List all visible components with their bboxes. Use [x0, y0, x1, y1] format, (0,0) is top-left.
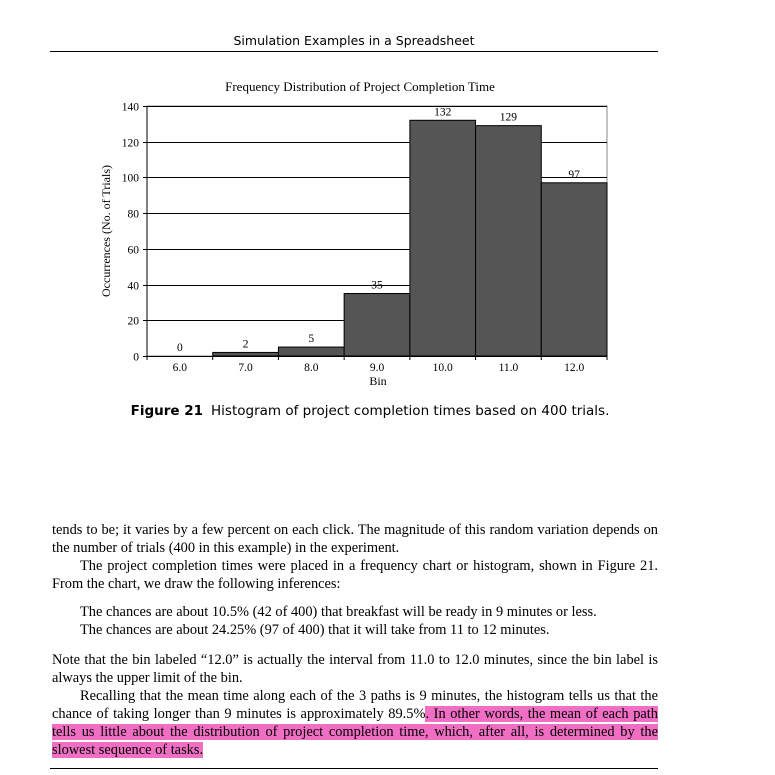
paragraph-continuation: tends to be; it varies by a few percent on each click. The magnitude of this random variation depends on the number of trials (400 in this example) in the experiment.	[52, 522, 658, 556]
figure-number: Figure 21	[130, 403, 204, 419]
figure-caption-text: Histogram of project completion times based on 400 trials.	[211, 403, 610, 419]
x-axis-label: Bin	[369, 374, 387, 388]
data-label: 2	[242, 338, 249, 351]
paragraph-bin-note: Note that the bin labeled “12.0” is actually the interval from 11.0 to 12.0 minutes, since the bin label is always the upper limit of the bin.	[52, 652, 658, 686]
footer-rule	[50, 768, 658, 769]
data-label: 132	[434, 106, 452, 119]
inference-item-1: The chances are about 10.5% (42 of 400) that breakfast will be ready in 9 minutes or less.	[80, 604, 597, 620]
inference-list	[52, 603, 658, 639]
y-tick-label: 80	[127, 208, 139, 221]
x-tick-label: 8.0	[304, 362, 319, 374]
body-text-block-2	[52, 651, 658, 759]
bar	[213, 352, 279, 356]
inference-item-2: The chances are about 24.25% (97 of 400) that it will take from 11 to 12 minutes.	[80, 622, 550, 638]
running-head: Simulation Examples in a Spreadsheet	[233, 33, 475, 48]
bar	[476, 126, 542, 356]
highlighted-text: . In other words, the mean of each path tells us little about the distribution of project completion time, which, after all, is determined by the slowest sequence of tasks.	[52, 706, 659, 758]
y-tick-label: 20	[127, 315, 139, 328]
bar	[410, 120, 476, 356]
data-label: 0	[176, 342, 183, 354]
paragraph-histogram: The project completion times were placed in a frequency chart or histogram, shown in Figure 21. From the chart, we draw the following inferences:	[52, 558, 658, 592]
x-tick-label: 12.0	[564, 362, 585, 374]
body-text-block-1	[52, 521, 658, 593]
x-tick-label: 9.0	[369, 362, 385, 374]
x-tick-label: 10.0	[432, 362, 453, 374]
y-axis-label: Occurrences (No. of Trials)	[99, 165, 113, 297]
bar	[541, 183, 607, 356]
bar	[278, 347, 344, 356]
y-tick-label: 100	[121, 172, 139, 185]
y-tick-label: 140	[121, 101, 139, 114]
y-tick-label: 60	[127, 244, 139, 257]
chart-title: Frequency Distribution of Project Completion Time	[225, 79, 495, 94]
paragraph-conclusion	[52, 687, 658, 759]
figure-caption	[50, 401, 690, 421]
x-tick-label: 11.0	[498, 362, 519, 374]
data-label: 129	[499, 111, 518, 124]
conclusion-text: Recalling that the mean time along each of the 3 paths is 9 minutes, the histogram tells us that the chance of taking longer than 9 minutes is approximately 89.5%	[52, 688, 658, 722]
x-tick-label: 7.0	[238, 362, 253, 374]
bar	[344, 294, 410, 357]
data-label: 35	[371, 279, 383, 292]
data-label: 97	[568, 168, 580, 181]
y-tick-label: 0	[133, 351, 139, 364]
x-tick-label: 6.0	[172, 362, 188, 374]
data-label: 5	[308, 333, 315, 346]
y-tick-label: 120	[121, 137, 139, 150]
y-tick-label: 40	[127, 280, 139, 293]
